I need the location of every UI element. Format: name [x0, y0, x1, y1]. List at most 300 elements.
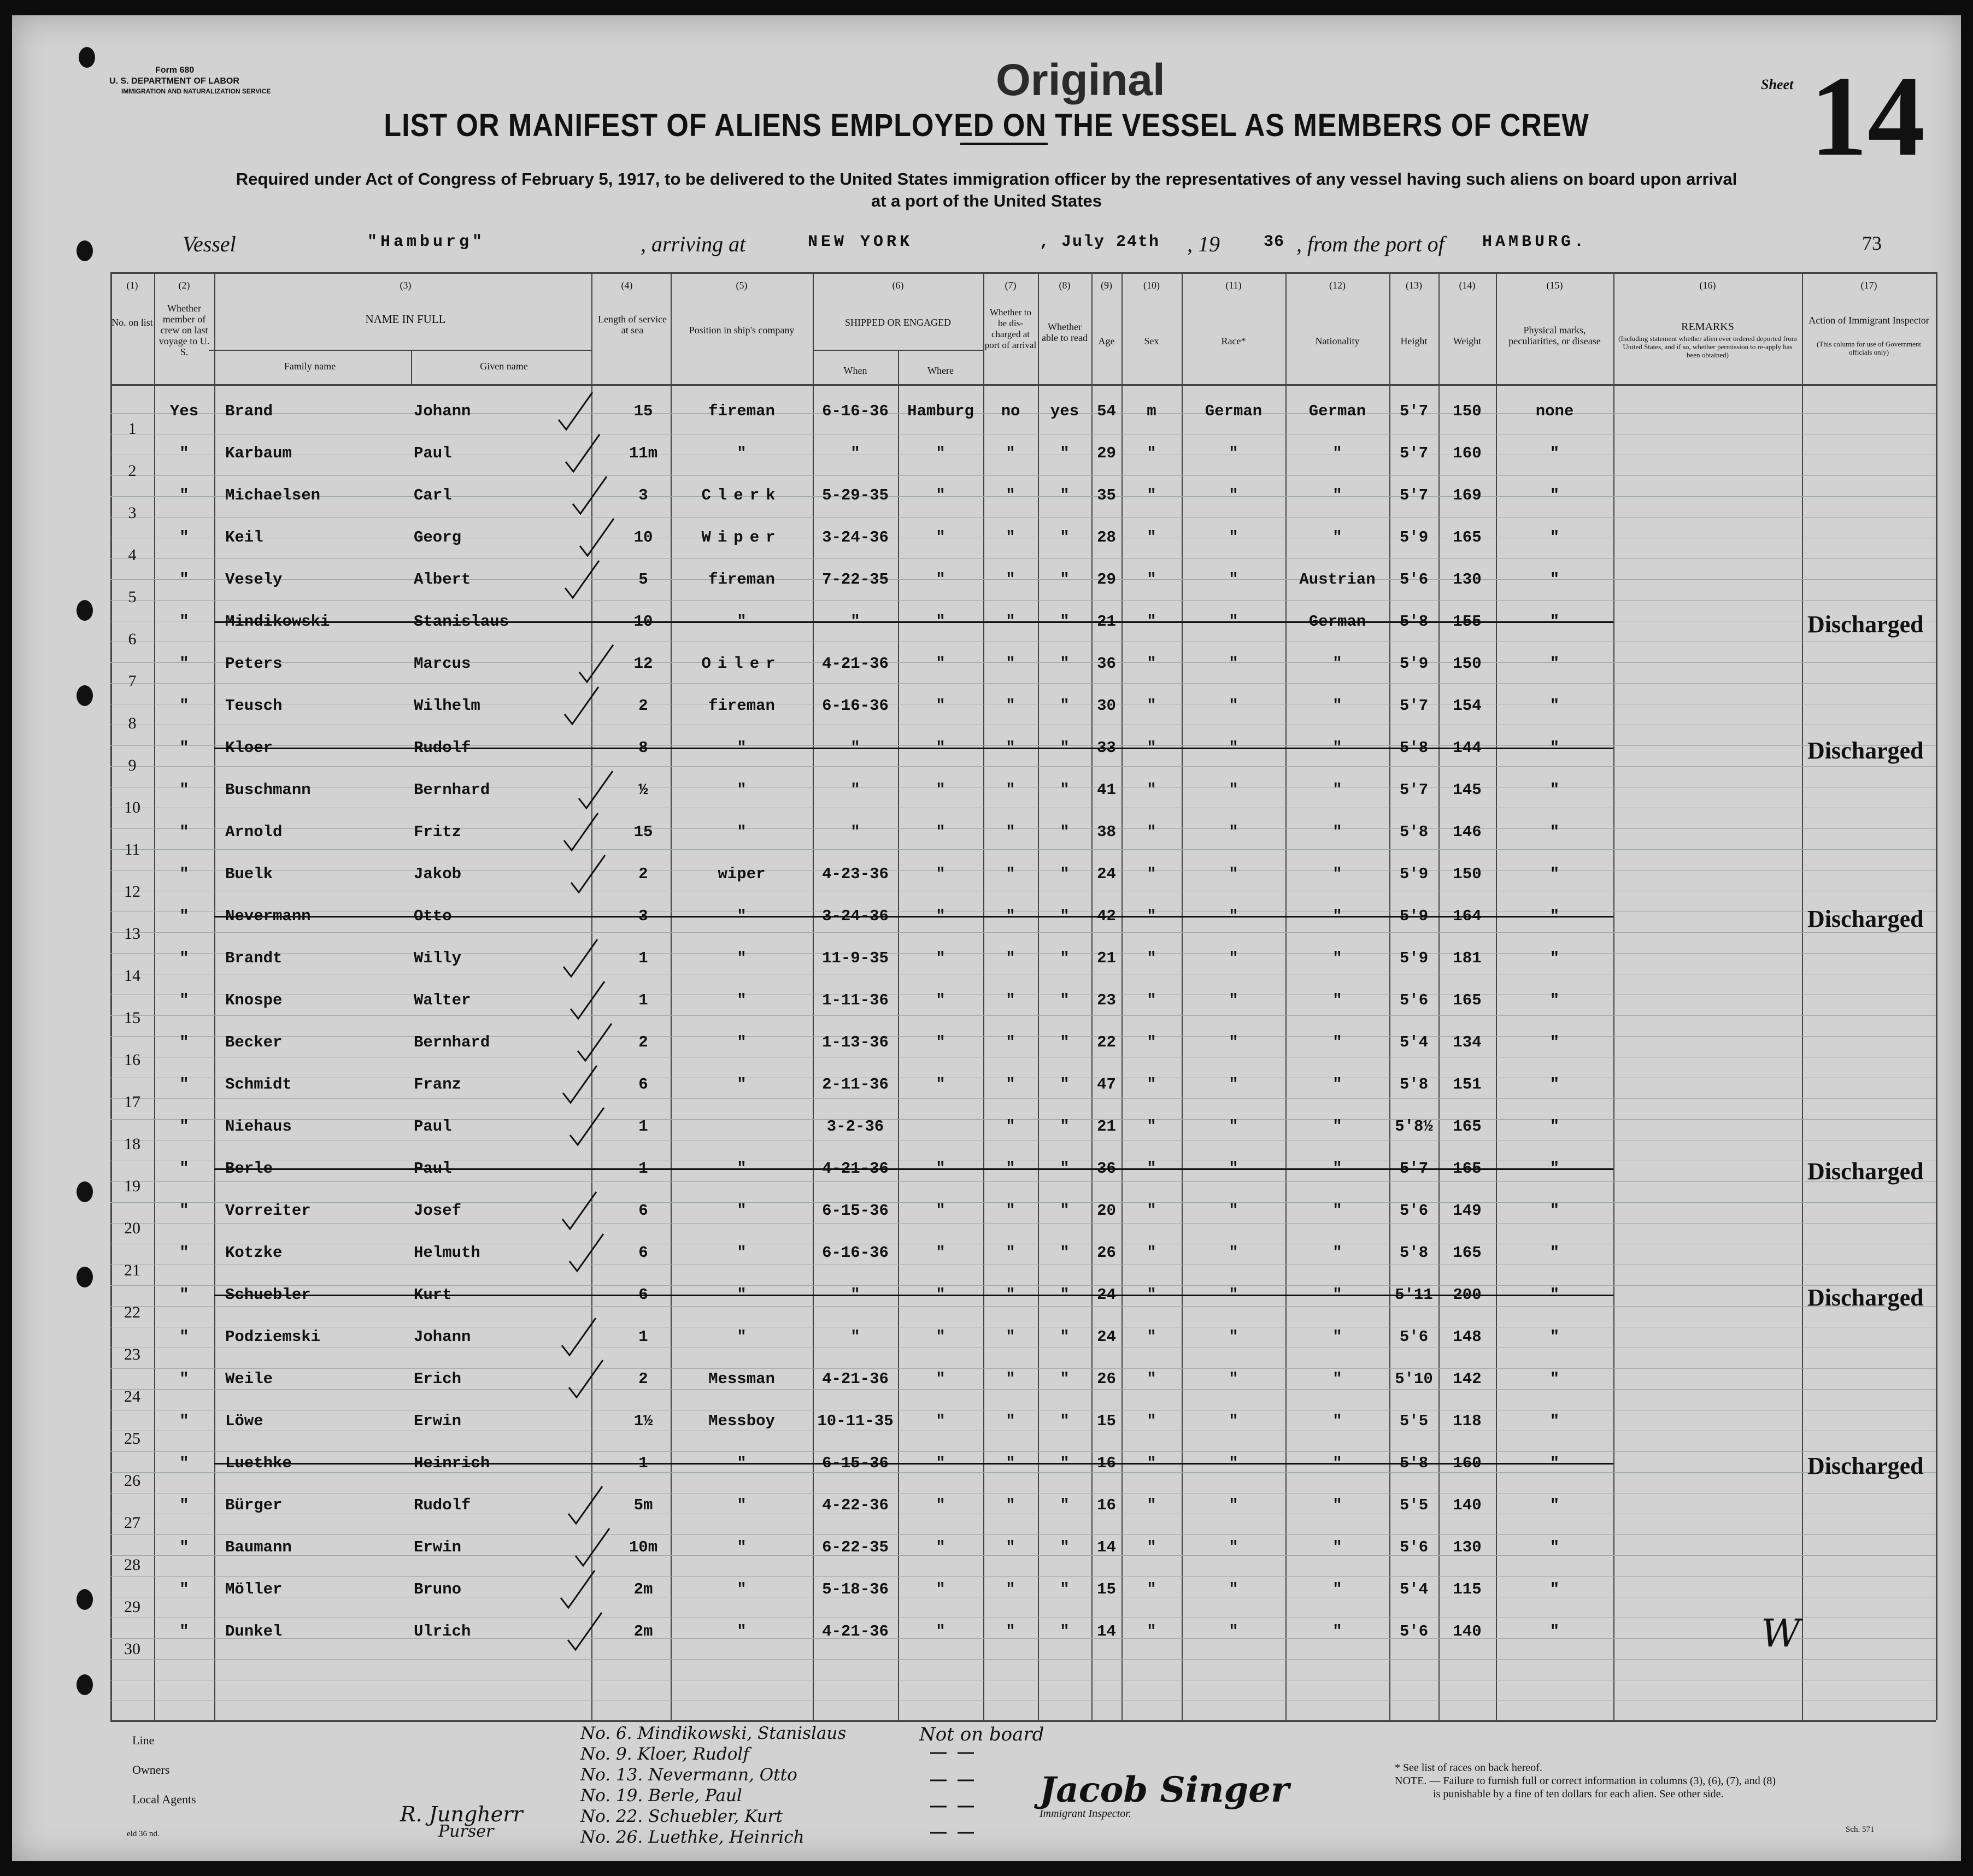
cell-weight: 165	[1453, 1160, 1482, 1178]
cell-given: Johann	[414, 402, 471, 420]
header-nationality: Nationality	[1315, 336, 1360, 346]
cell-service: 1	[638, 1454, 648, 1472]
cell-marks: "	[1549, 1496, 1560, 1514]
cell-read: "	[1060, 1370, 1070, 1388]
cell-height: 5'7	[1399, 1160, 1429, 1178]
cell-sex: "	[1147, 1033, 1156, 1051]
cell-where: "	[936, 1075, 946, 1093]
cell-marks: "	[1549, 1412, 1560, 1430]
col-num-15: (15)	[1546, 280, 1563, 291]
cell-height: 5'4	[1399, 1580, 1429, 1598]
cell-position: fireman	[708, 571, 775, 589]
cell-family: Buschmann	[225, 781, 311, 799]
cell-when: 6-16-36	[822, 1244, 889, 1262]
cell-race: "	[1229, 823, 1238, 841]
cell-family: Peters	[225, 655, 283, 673]
action-discharged: Discharged	[1807, 905, 1924, 932]
cell-service: 1	[638, 1160, 648, 1178]
cell-when: 3-24-36	[822, 528, 889, 546]
cell-discharged: "	[1006, 697, 1015, 715]
vessel-label: Vessel	[183, 232, 236, 256]
cell-given: Paul	[414, 1118, 452, 1136]
cell-member: "	[179, 907, 189, 925]
cell-weight: 165	[1453, 1118, 1482, 1136]
cell-where: "	[936, 1202, 946, 1220]
cell-age: 33	[1097, 739, 1116, 757]
cell-marks: "	[1549, 949, 1560, 967]
row-number: 21	[124, 1261, 140, 1279]
cell-race: "	[1229, 486, 1238, 504]
cell-position: "	[737, 907, 747, 925]
cell-height: 5'8	[1399, 613, 1429, 631]
cell-race: "	[1229, 1118, 1238, 1136]
cell-sex: "	[1147, 1244, 1156, 1262]
cell-member: "	[179, 739, 189, 757]
header-able-to-read: Whether able to read	[1042, 321, 1088, 343]
row-number: 19	[124, 1177, 140, 1195]
cell-given: Bruno	[414, 1580, 462, 1598]
checkmark-icon	[564, 813, 598, 850]
cell-weight: 130	[1453, 1538, 1482, 1556]
cell-discharged: "	[1006, 486, 1015, 504]
cell-given: Stanislaus	[414, 613, 509, 631]
cell-nationality: "	[1332, 1118, 1342, 1136]
cell-position: Wiper	[701, 528, 782, 546]
cell-service: 10	[633, 613, 653, 631]
cell-where: "	[936, 1538, 946, 1556]
cell-read: "	[1060, 1202, 1070, 1220]
checkmark-icon	[561, 1571, 595, 1608]
header-action-note: (This column for use of Government officials only)	[1817, 340, 1921, 356]
header-remarks: REMARKS	[1681, 321, 1734, 333]
handwritten-initials: W	[1761, 1611, 1800, 1656]
cell-nationality: "	[1332, 865, 1342, 883]
cell-race: "	[1229, 949, 1238, 967]
cell-weight: 146	[1453, 823, 1482, 841]
cell-age: 23	[1097, 991, 1116, 1009]
cell-height: 5'8	[1399, 739, 1429, 757]
cell-service: 6	[638, 1244, 648, 1262]
cell-read: "	[1060, 613, 1070, 631]
cell-age: 29	[1097, 571, 1116, 589]
cell-age: 24	[1097, 865, 1116, 883]
cell-weight: 150	[1453, 865, 1482, 883]
cell-where: "	[936, 571, 946, 589]
col-num-17: (17)	[1860, 280, 1877, 291]
cell-nationality: "	[1332, 444, 1342, 462]
header-race: Race*	[1221, 336, 1246, 346]
cell-marks: "	[1549, 1286, 1560, 1304]
cell-read: "	[1060, 991, 1070, 1009]
checkmark-icon	[565, 687, 598, 724]
cell-race: "	[1229, 1033, 1238, 1051]
cell-position: "	[737, 949, 747, 967]
header-member-of-crew: Whether member of crew on last voyage to U. S.	[158, 303, 210, 357]
cell-nationality: "	[1332, 1075, 1342, 1093]
cell-read: "	[1060, 1160, 1070, 1178]
cell-member: "	[179, 697, 189, 715]
col-num-8: (8)	[1059, 280, 1071, 291]
cell-position: "	[737, 823, 747, 841]
checkmark-icon	[571, 855, 605, 892]
cell-read: "	[1060, 1118, 1070, 1136]
cell-when: "	[850, 444, 860, 462]
cell-age: 36	[1097, 1160, 1116, 1178]
cell-discharged: "	[1006, 907, 1015, 925]
row-number: 6	[128, 630, 137, 648]
cell-nationality: "	[1332, 528, 1342, 546]
cell-member: "	[179, 571, 189, 589]
header-discharged: Whether to be dis-charged at port of arrival	[984, 307, 1037, 350]
cell-height: 5'8	[1399, 1244, 1429, 1262]
cell-given: Helmuth	[414, 1244, 480, 1262]
row-number: 30	[124, 1640, 140, 1658]
cell-family: Dunkel	[225, 1622, 283, 1640]
cell-when: 6-15-36	[822, 1202, 889, 1220]
cell-sex: "	[1147, 1454, 1156, 1472]
row-number: 11	[124, 840, 140, 858]
header-shipped-or-engaged: SHIPPED OR ENGAGED	[844, 317, 951, 328]
cell-service: 10	[633, 528, 653, 546]
requirement-line-1: Required under Act of Congress of February 5, 1917, to be delivered to the United States immigration officer by the representatives of any vessel having such aliens on board upon arrival	[236, 169, 1737, 189]
cell-family: Michaelsen	[225, 486, 321, 504]
cell-nationality: Austrian	[1299, 571, 1376, 589]
cell-marks: "	[1549, 1202, 1560, 1220]
cell-position: "	[737, 1622, 747, 1640]
cell-height: 5'9	[1399, 865, 1429, 883]
cell-given: Walter	[414, 991, 471, 1009]
cell-height: 5'10	[1395, 1370, 1433, 1388]
row-number: 9	[128, 756, 137, 774]
cell-position: "	[737, 1033, 747, 1051]
cell-when: 5-18-36	[822, 1580, 889, 1598]
cell-service: 6	[638, 1075, 648, 1093]
col-num-11: (11)	[1225, 280, 1242, 291]
checkmark-icon	[568, 1613, 602, 1650]
cell-weight: 165	[1453, 528, 1482, 546]
cell-discharged: "	[1006, 1033, 1015, 1051]
cell-nationality: "	[1332, 1160, 1342, 1178]
cell-member: "	[179, 486, 189, 504]
checkmark-icon	[568, 1486, 602, 1524]
cell-weight: 165	[1453, 991, 1482, 1009]
cell-given: Carl	[414, 486, 452, 504]
original-stamp: Original	[996, 55, 1165, 105]
cell-service: 11m	[629, 444, 658, 462]
cell-weight: 169	[1453, 486, 1482, 504]
cell-race: "	[1229, 613, 1238, 631]
cell-weight: 149	[1453, 1202, 1482, 1220]
row-number: 15	[124, 1009, 140, 1027]
action-discharged: Discharged	[1807, 1284, 1924, 1311]
cell-when: 3-2-36	[826, 1118, 884, 1136]
header-name-in-full: NAME IN FULL	[365, 313, 446, 326]
cell-member: "	[179, 991, 189, 1009]
cell-sex: "	[1147, 1286, 1156, 1304]
cell-family: Becker	[225, 1033, 283, 1051]
checkmark-icon	[571, 981, 604, 1019]
cell-service: 1	[638, 949, 648, 967]
cell-given: Rudolf	[414, 1496, 471, 1514]
cell-sex: m	[1147, 402, 1156, 420]
cell-nationality: "	[1332, 739, 1342, 757]
cell-position: "	[737, 444, 747, 462]
cell-weight: 140	[1453, 1622, 1482, 1640]
cell-nationality: "	[1332, 1538, 1342, 1556]
handwritten-not-on-board: Not on board	[919, 1724, 1044, 1745]
cell-family: Kotzke	[225, 1244, 283, 1262]
cell-sex: "	[1147, 486, 1156, 504]
cell-position: "	[737, 1328, 747, 1346]
footer-note-2: is punishable by a fine of ten dollars for each alien. See other side.	[1433, 1788, 1724, 1800]
footer-note-1: NOTE. — Failure to furnish full or correct information in columns (3), (6), (7), and (8)	[1395, 1775, 1776, 1787]
checkmark-icon	[578, 1024, 612, 1061]
cell-when: 11-9-35	[822, 949, 889, 967]
cell-position: "	[737, 1454, 747, 1472]
cell-service: 6	[638, 1202, 648, 1220]
cell-nationality: "	[1332, 1622, 1342, 1640]
cell-height: 5'5	[1399, 1412, 1429, 1430]
checkmark-icon	[565, 561, 599, 598]
cell-service: 3	[638, 486, 648, 504]
cell-member: "	[179, 1370, 189, 1388]
cell-race: "	[1229, 1075, 1238, 1093]
header-when: When	[843, 365, 867, 376]
row-number: 2	[128, 462, 137, 480]
cell-marks: "	[1549, 486, 1560, 504]
cell-discharged: "	[1006, 1118, 1015, 1136]
cell-marks: "	[1549, 1075, 1560, 1093]
cell-weight: 140	[1453, 1496, 1482, 1514]
cell-read: "	[1060, 1412, 1070, 1430]
cell-when: 6-22-35	[822, 1538, 889, 1556]
checkmarks-layer	[12, 15, 1961, 1861]
cell-marks: "	[1549, 1160, 1560, 1178]
cell-weight: 150	[1453, 655, 1482, 673]
cell-when: 4-22-36	[822, 1496, 889, 1514]
cell-race: "	[1229, 1286, 1238, 1304]
cell-marks: none	[1535, 402, 1574, 420]
action-discharged: Discharged	[1807, 1452, 1924, 1479]
departure-port: HAMBURG.	[1482, 233, 1588, 251]
row-number: 10	[124, 798, 140, 816]
footer-note-races: * See list of races on back hereof.	[1395, 1762, 1542, 1774]
cell-marks: "	[1549, 1538, 1560, 1556]
cell-race: "	[1229, 1412, 1238, 1430]
col-num-4: (4)	[621, 280, 633, 291]
cell-read: "	[1060, 444, 1070, 462]
vessel-name: "Hamburg"	[367, 233, 486, 251]
cell-where: "	[936, 613, 946, 631]
cell-family: Löwe	[225, 1412, 263, 1430]
cell-given: Fritz	[414, 823, 462, 841]
cell-discharged: "	[1006, 1538, 1015, 1556]
cell-position: Messboy	[708, 1412, 775, 1430]
cell-service: 1	[638, 1328, 648, 1346]
cell-race: "	[1229, 1370, 1238, 1388]
action-discharged: Discharged	[1807, 737, 1924, 764]
footer-line-label: Line	[132, 1733, 155, 1747]
cell-read: "	[1060, 1286, 1070, 1304]
cell-member: "	[179, 1622, 189, 1640]
cell-weight: 130	[1453, 571, 1482, 589]
cell-member: "	[179, 1202, 189, 1220]
cell-sex: "	[1147, 949, 1156, 967]
footer-agents-label: Local Agents	[132, 1792, 196, 1806]
cell-where: "	[936, 739, 946, 757]
cell-given: Georg	[414, 528, 462, 546]
checkmark-icon	[570, 1108, 604, 1145]
cell-when: "	[850, 1328, 860, 1346]
header-position: Position in ship's company	[689, 325, 795, 336]
cell-age: 38	[1097, 823, 1116, 841]
checkmark-icon	[562, 1318, 596, 1355]
cell-height: 5'6	[1399, 991, 1429, 1009]
cell-service: 2m	[633, 1622, 653, 1640]
cell-read: "	[1060, 1496, 1070, 1514]
checkmark-icon	[580, 519, 614, 556]
cell-race: "	[1229, 1328, 1238, 1346]
cell-sex: "	[1147, 781, 1156, 799]
cell-service: 12	[633, 655, 653, 673]
col-num-7: (7)	[1005, 280, 1017, 291]
cell-sex: "	[1147, 697, 1156, 715]
cell-where: "	[936, 781, 946, 799]
col-num-16: (16)	[1699, 280, 1716, 291]
cell-age: 24	[1097, 1328, 1116, 1346]
cell-race: "	[1229, 1622, 1238, 1640]
cell-age: 21	[1097, 1118, 1116, 1136]
cell-position: Clerk	[701, 486, 782, 504]
cell-weight: 148	[1453, 1328, 1482, 1346]
cell-read: "	[1060, 571, 1070, 589]
sheet-number: 14	[1810, 53, 1925, 180]
row-number: 23	[124, 1345, 140, 1363]
cell-read: yes	[1050, 402, 1079, 420]
requirement-line-2: at a port of the United States	[871, 191, 1102, 210]
cell-when: 4-21-36	[822, 655, 889, 673]
cell-sex: "	[1147, 1622, 1156, 1640]
cell-family: Vesely	[225, 571, 283, 589]
cell-race: "	[1229, 1202, 1238, 1220]
checkmark-icon	[563, 1066, 597, 1103]
cell-position: "	[737, 991, 747, 1009]
cell-service: 10m	[629, 1538, 658, 1556]
cell-marks: "	[1549, 823, 1560, 841]
cell-discharged: "	[1006, 865, 1015, 883]
cell-member: "	[179, 613, 189, 631]
cell-member: "	[179, 444, 189, 462]
cell-nationality: "	[1332, 1033, 1342, 1051]
cell-nationality: German	[1308, 402, 1366, 420]
cell-where: "	[936, 907, 946, 925]
cell-discharged: "	[1006, 949, 1015, 967]
ditto-dashes	[919, 1737, 1012, 1846]
header-sex: Sex	[1144, 336, 1159, 346]
header-length-of-service: Length of service at sea	[598, 314, 667, 336]
row-number: 20	[124, 1219, 140, 1237]
cell-nationality: "	[1332, 1454, 1342, 1472]
cell-family: Nevermann	[225, 907, 311, 925]
cell-discharged: no	[1001, 402, 1020, 420]
cell-race: "	[1229, 1160, 1238, 1178]
cell-position: wiper	[718, 865, 766, 883]
row-number: 22	[124, 1303, 140, 1321]
arrival-date: , July 24th	[1040, 233, 1160, 251]
cell-discharged: "	[1006, 613, 1015, 631]
cell-marks: "	[1549, 1328, 1560, 1346]
cell-when: 4-21-36	[822, 1622, 889, 1640]
cell-member: "	[179, 1286, 189, 1304]
cell-given: Wilhelm	[414, 697, 480, 715]
cell-position: "	[737, 781, 747, 799]
cell-family: Berle	[225, 1160, 273, 1178]
cell-service: 2	[638, 865, 648, 883]
cell-where: "	[936, 444, 946, 462]
cell-race: "	[1229, 1244, 1238, 1262]
cell-nationality: "	[1332, 1496, 1342, 1514]
cell-service: 6	[638, 1286, 648, 1304]
cell-where: "	[936, 1496, 946, 1514]
cell-service: 2	[638, 697, 648, 715]
cell-height: 5'11	[1395, 1286, 1433, 1304]
cell-discharged: "	[1006, 1496, 1015, 1514]
cell-read: "	[1060, 1328, 1070, 1346]
cell-marks: "	[1549, 1580, 1560, 1598]
header-no-on-list: No. on list	[111, 317, 153, 328]
cell-sex: "	[1147, 1538, 1156, 1556]
row-number: 24	[124, 1387, 140, 1405]
cell-nationality: "	[1332, 1412, 1342, 1430]
cell-height: 5'6	[1399, 1202, 1429, 1220]
cell-where: "	[936, 1033, 946, 1051]
cell-sex: "	[1147, 907, 1156, 925]
header-given-name: Given name	[480, 361, 528, 372]
cell-discharged: "	[1006, 444, 1015, 462]
cell-nationality: "	[1332, 1580, 1342, 1598]
cell-family: Arnold	[225, 823, 283, 841]
cell-discharged: "	[1006, 1160, 1015, 1178]
cell-read: "	[1060, 697, 1070, 715]
cell-member: "	[179, 528, 189, 546]
cell-weight: 155	[1453, 613, 1482, 631]
cell-family: Vorreiter	[225, 1202, 311, 1220]
cell-position: "	[737, 1244, 747, 1262]
cell-given: Paul	[414, 1160, 452, 1178]
cell-member: "	[179, 781, 189, 799]
cell-sex: "	[1147, 1118, 1156, 1136]
cell-age: 16	[1097, 1454, 1116, 1472]
cell-when: 5-29-35	[822, 486, 889, 504]
action-discharged: Discharged	[1807, 1158, 1924, 1185]
cell-given: Marcus	[414, 655, 471, 673]
cell-height: 5'7	[1399, 444, 1429, 462]
cell-when: 6-15-36	[822, 1454, 889, 1472]
cell-height: 5'7	[1399, 697, 1429, 715]
cell-marks: "	[1549, 1033, 1560, 1051]
cell-height: 5'6	[1399, 1328, 1429, 1346]
cell-marks: "	[1549, 1454, 1560, 1472]
cell-sex: "	[1147, 1328, 1156, 1346]
cell-sex: "	[1147, 655, 1156, 673]
cell-height: 5'8	[1399, 1454, 1429, 1472]
handwritten-note: No. 22. Schuebler, Kurt	[580, 1807, 783, 1826]
cell-given: Erwin	[414, 1538, 462, 1556]
page-count: 73	[1862, 232, 1882, 254]
cell-sex: "	[1147, 1160, 1156, 1178]
cell-race: "	[1229, 528, 1238, 546]
cell-given: Rudolf	[414, 739, 471, 757]
